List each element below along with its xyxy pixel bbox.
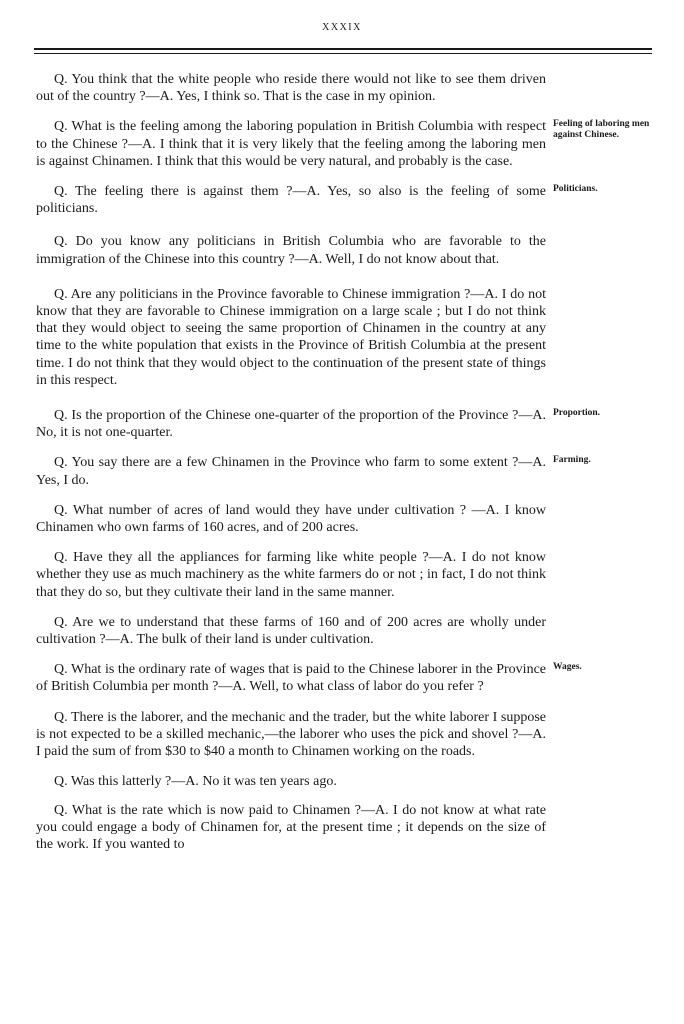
- page-number: XXXIX: [322, 22, 362, 33]
- paragraph: [36, 773, 546, 790]
- paragraph-text: Q. There is the laborer, and the mechanic and the trader, but the white laborer I suppose is not expected to be a skilled mechanic,—the laborer who uses the pick and shovel ?—A. I paid the sum of from $30 to $40 a month to Chinamen working on the roads.: [36, 709, 546, 760]
- paragraph: [36, 802, 546, 854]
- paragraph: [36, 502, 546, 536]
- paragraph-text: Q. The feeling there is against them ?—A. Yes, so also is the feeling of some politicians.: [36, 184, 546, 217]
- paragraph: [36, 233, 546, 267]
- paragraph: [36, 454, 591, 488]
- testimony-body: [36, 71, 650, 866]
- paragraph-text: Q. Are any politicians in the Province favorable to Chinese immigration ?—A. I do not know that they are favorable to Chinese immigration on a large scale ; but I do not think that they would object to seeing the same proportion of Chinamen in the country at any time to the white population that exists in the Province of British Columbia at the present time. I do not think that they would object to the continuation of the present state of things in this respect.: [36, 286, 546, 388]
- paragraph-text: Q. What number of acres of land would they have under cultivation ? —A. I know Chinamen who own farms of 160 acres, and of 200 acres.: [36, 502, 546, 536]
- paragraph-text: Q. Is the proportion of the Chinese one-quarter of the proportion of the Province ?—A. No, it is not one-quarter.: [36, 408, 546, 441]
- paragraph: [36, 661, 582, 695]
- paragraph-text: Q. Was this latterly ?—A. No it was ten years ago.: [54, 774, 337, 790]
- paragraph: [36, 549, 546, 601]
- paragraph-text: Q. Have they all the appliances for farming like white people ?—A. I do not know whether they use as much machinery as the white farmers do or not ; in fact, I do not think that they do so, but they cultivate their land in the same manner.: [36, 550, 546, 600]
- paragraph-text: Q. You say there are a few Chinamen in the Province who farm to some extent ?—A. Yes, I do.: [36, 455, 546, 488]
- paragraph-text: Q. You think that the white people who reside there would not like to see them driven out of the country ?—A. Yes, I think so. That is the case in my opinion.: [36, 72, 546, 105]
- margin-note: Feeling of laboring men against Chinese.: [553, 119, 650, 140]
- paragraph: [36, 183, 598, 217]
- paragraph: [36, 709, 546, 761]
- margin-note: Farming.: [553, 455, 591, 466]
- paragraph-text: Q. Are we to understand that these farms of 160 and of 200 acres are wholly under cultivation ?—A. The bulk of their land is under cultivation.: [36, 614, 546, 648]
- margin-note: Politicians.: [553, 184, 598, 195]
- paragraph: [36, 407, 601, 441]
- paragraph-text: Q. What is the rate which is now paid to Chinamen ?—A. I do not know at what rate you could engage a body of Chinamen for, at the present time ; it depends on the size of the work. If you wanted to: [36, 802, 546, 852]
- header-rule-thin: [34, 53, 652, 54]
- paragraph-text: Q. Do you know any politicians in British Columbia who are favorable to the immigration of the Chinese into this country ?—A. Well, I do not know about that.: [36, 234, 546, 267]
- paragraph: [36, 286, 546, 389]
- margin-note: Proportion.: [553, 408, 601, 419]
- paragraph: [36, 71, 546, 105]
- paragraph: [36, 614, 546, 648]
- paragraph: [36, 118, 650, 170]
- header-rule-thick: [34, 48, 652, 50]
- margin-note: Wages.: [553, 662, 582, 673]
- paragraph-text: Q. What is the feeling among the laboring population in British Columbia with respect to the Chinese ?—A. I think that it is very likely that the feeling among the laboring men is against Chinamen. I think that this would be very natural, and probably is the case.: [36, 119, 546, 169]
- paragraph-text: Q. What is the ordinary rate of wages that is paid to the Chinese laborer in the Province of British Columbia per month ?—A. Well, to what class of labor do you refer ?: [36, 662, 546, 695]
